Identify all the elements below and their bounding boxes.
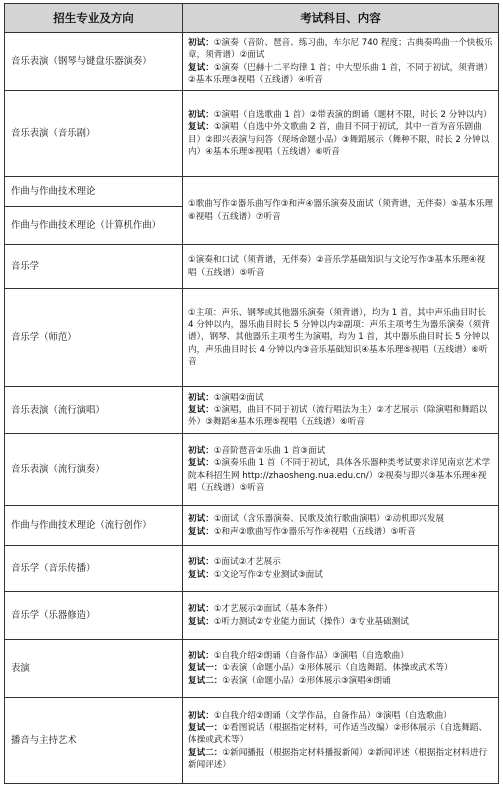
exam-text: ①演奏（音阶、琶音、练习曲，车尔尼 740 程度；古典奏鸣曲一个快板乐章，须背谱）②面试 <box>188 38 493 61</box>
major-cell: 音乐表演（流行演奏） <box>5 434 183 506</box>
table-row <box>5 434 499 506</box>
major-cell: 作曲与作曲技术理论（计算机作曲） <box>5 207 183 245</box>
exam-stage-label: 复试 ： <box>188 405 214 415</box>
content-cell <box>183 640 499 698</box>
content-cell <box>183 698 499 784</box>
exam-line <box>188 198 493 222</box>
table-row <box>5 289 499 387</box>
exam-stage-label: 初试 ： <box>188 38 214 48</box>
exam-text: ①文论写作②专业测试③面试 <box>213 569 323 580</box>
exam-stage-label: 复试 ： <box>188 63 214 73</box>
exam-text: ①面试②才艺展示 <box>213 557 281 568</box>
content-cell <box>183 506 499 546</box>
exam-text: ①和声②歌曲写作③器乐写作④视唱（五线谱）⑤听音 <box>213 526 416 537</box>
header-major: 招生专业及方向 <box>5 4 183 33</box>
content-cell <box>183 546 499 592</box>
exam-text: ①演奏乐曲 1 首（不同于初试，具体各乐器种类考试要求详见南京艺术学院本科招生网 http://zhaosheng.nua.edu.cn/）②视奏与即兴③基本乐理④视唱（五线谱）⑤听音 <box>188 458 491 493</box>
major-cell: 音乐表演（钢琴与键盘乐器演奏） <box>5 33 183 91</box>
exam-line <box>188 747 493 771</box>
header-content: 考试科目、内容 <box>183 4 499 33</box>
exam-text: ①才艺展示②面试（基本条件） <box>213 604 333 615</box>
exam-text: ①自我介绍②朗诵（自备作品）③演唱（自选歌曲） <box>213 651 409 662</box>
exam-stage-label: 复试二 ： <box>188 748 222 758</box>
exam-text: ①新闻播报（根据指定材料播报新闻）②新闻评述（根据指定材料进行新闻评述） <box>188 747 488 770</box>
exam-text: ①歌曲写作②器乐曲写作③和声④器乐演奏及面试（须背谱，无伴奏）⑤基本乐理⑥视唱（五线谱）⑦听音 <box>188 199 493 222</box>
exam-line <box>188 392 493 404</box>
exam-line <box>188 254 493 278</box>
major-cell: 音乐学 <box>5 245 183 289</box>
content-cell <box>183 91 499 177</box>
exam-line <box>188 710 493 722</box>
exam-text: ①主项：声乐、钢琴或其他器乐演奏（须背谱），均为 1 首，其中声乐曲目时长 4 分钟以内，器乐曲目时长 5 分钟以内②副项：声乐主项考生为器乐演奏（须背谱），钢琴、其他器乐主项考生为演唱，均为 1 首，其中器乐曲目时长 5 分钟以内，声乐曲目时长 4 分钟以内③音乐基础知识④基本乐理⑤视唱（五线谱）⑥听音 <box>188 307 490 367</box>
exam-line <box>188 445 493 457</box>
exam-text: ①演唱②面试 <box>213 392 264 403</box>
major-cell: 作曲与作曲技术理论 <box>5 177 183 207</box>
exam-line <box>188 675 493 687</box>
exam-stage-label: 复试 ： <box>188 570 214 580</box>
major-cell: 音乐学（乐器修造） <box>5 592 183 640</box>
exam-line <box>188 569 493 581</box>
exam-text: ①演唱（自选歌曲 1 首）②带表演的朗诵（题材不限，时长 2 分钟以内） <box>213 110 492 121</box>
exam-stage-label: 初试 ： <box>188 557 214 567</box>
table-row <box>5 698 499 784</box>
exam-line <box>188 307 493 368</box>
exam-stage-label: 初试 ： <box>188 514 214 524</box>
exam-stage-label: 复试 ： <box>188 458 214 468</box>
exam-line <box>188 556 493 568</box>
exam-subjects-table <box>4 3 499 784</box>
content-cell <box>183 592 499 640</box>
exam-stage-label: 初试 ： <box>188 711 214 721</box>
exam-text: ①演奏（巴赫十二平均律 1 首；中大型乐曲 1 首，不同于初试，须背谱）②基本乐理③视唱（五线谱）④听音 <box>188 62 493 85</box>
exam-text: ①自我介绍②朗诵（文学作品，自备作品）③演唱（自选歌曲） <box>213 710 452 721</box>
exam-line <box>188 121 493 158</box>
exam-text: ①演唱，曲目不同于初试（流行唱法为主）②才艺展示（除演唱和舞蹈以外）③舞蹈④基本乐理⑤视唱（五线谱）⑥听音 <box>188 404 488 428</box>
exam-text: ①演唱（自选中外文歌曲 2 首，曲目不同于初试，其中一首为音乐剧曲目）②即兴表演与问答（现场命题小品）③舞蹈展示（舞种不限，时长 2 分钟以内）④基本乐理⑤视唱（五线谱）⑥听音 <box>188 122 490 157</box>
exam-stage-label: 初试 ： <box>188 651 214 661</box>
exam-line <box>188 404 493 428</box>
table-row <box>5 245 499 289</box>
exam-stage-label: 复试一 ： <box>188 663 222 673</box>
major-cell: 音乐学（师范） <box>5 289 183 387</box>
major-cell: 播音与主持艺术 <box>5 698 183 784</box>
major-cell: 音乐学（音乐传播） <box>5 546 183 592</box>
table-row <box>5 177 499 207</box>
exam-stage-label: 复试一 ： <box>188 723 222 733</box>
exam-line <box>188 662 493 674</box>
exam-line <box>188 603 493 615</box>
exam-line <box>188 722 493 746</box>
exam-stage-label: 初试 ： <box>188 393 214 403</box>
exam-stage-label: 复试 ： <box>188 617 214 627</box>
exam-line <box>188 457 493 494</box>
content-cell <box>183 387 499 434</box>
major-cell: 音乐表演（流行演唱） <box>5 387 183 434</box>
major-cell: 音乐表演（音乐剧） <box>5 91 183 177</box>
exam-text: ①看图说话（根据指定材料，可作适当改编）②形体展示（自选舞蹈、体操或武术等） <box>188 723 488 746</box>
exam-stage-label: 复试 ： <box>188 122 214 132</box>
content-cell <box>183 434 499 506</box>
exam-stage-label: 初试 ： <box>188 446 214 456</box>
table-row <box>5 387 499 434</box>
table-header-row <box>5 4 499 33</box>
content-cell <box>183 33 499 91</box>
major-cell: 表演 <box>5 640 183 698</box>
exam-text: ①音阶琶音②乐曲 1 首③面试 <box>213 446 326 457</box>
major-cell: 作曲与作曲技术理论（流行创作） <box>5 506 183 546</box>
exam-line <box>188 526 493 538</box>
exam-line <box>188 513 493 525</box>
exam-line <box>188 650 493 662</box>
table-row <box>5 33 499 91</box>
content-cell <box>183 245 499 289</box>
exam-line <box>188 616 493 628</box>
exam-text: ①演奏和口试（须背谱，无伴奏）②音乐学基础知识与文论写作③基本乐理④视唱（五线谱）⑤听音 <box>188 255 486 278</box>
exam-text: ①面试（含乐器演奏、民歌及流行歌曲演唱）②动机即兴发展 <box>213 514 445 525</box>
table-row <box>5 592 499 640</box>
exam-stage-label: 复试 ： <box>188 527 214 537</box>
exam-stage-label: 复试二 ： <box>188 676 222 686</box>
exam-text: ①表演（命题小品）②形体展示③演唱④朗诵 <box>222 675 391 686</box>
exam-text: ①听力测试②专业能力面试（操作）③专业基础测试 <box>213 616 409 627</box>
table-row <box>5 91 499 177</box>
exam-line <box>188 37 493 61</box>
exam-line <box>188 62 493 86</box>
table-row <box>5 640 499 698</box>
exam-stage-label: 初试 ： <box>188 604 214 614</box>
exam-line <box>188 109 493 121</box>
content-cell <box>183 289 499 387</box>
table-row <box>5 546 499 592</box>
exam-stage-label: 初试 ： <box>188 110 214 120</box>
content-cell <box>183 177 499 245</box>
exam-text: ①表演（命题小品）②形体展示（自选舞蹈、体操或武术等） <box>222 663 453 674</box>
table-row <box>5 506 499 546</box>
